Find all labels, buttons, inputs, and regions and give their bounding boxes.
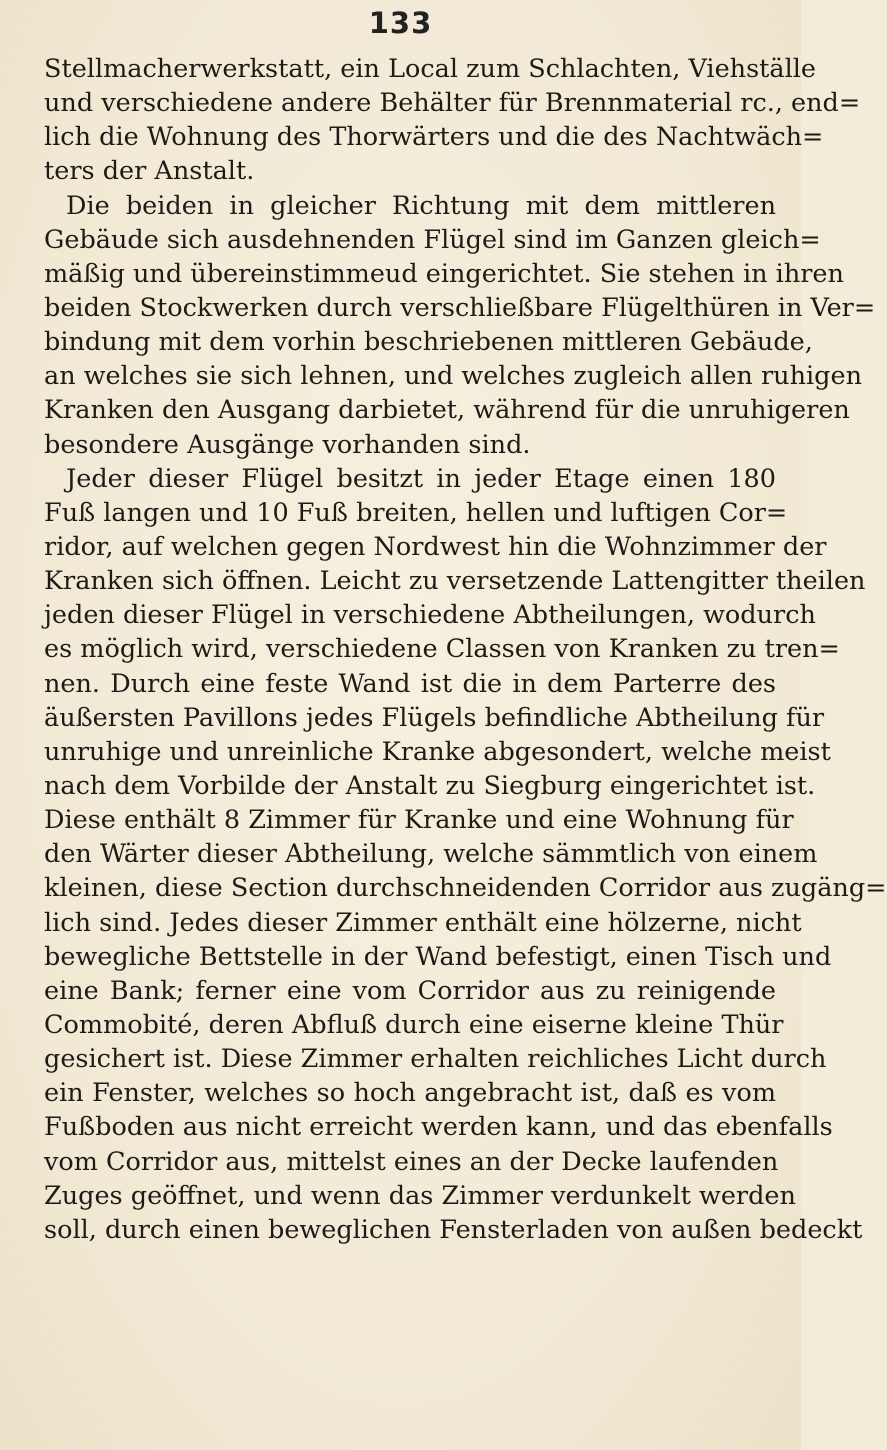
text-line: beiden Stockwerken durch verschließbare Flügelthüren in Ver= bbox=[44, 292, 876, 323]
text-line: nen. Durch eine feste Wand ist die in dem Parterre des bbox=[44, 668, 776, 699]
text-line: Stellmacherwerkstatt, ein Local zum Schlachten, Viehställe bbox=[44, 54, 817, 84]
text-line: Fuß langen und 10 Fuß breiten, hellen und luftigen Cor= bbox=[44, 497, 788, 528]
text-line: ridor, auf welchen gegen Nordwest hin die Wohnzimmer der bbox=[44, 531, 827, 562]
text-line: Fußboden aus nicht erreicht werden kann, und das ebenfalls bbox=[44, 1112, 833, 1143]
text-line: gesichert ist. Diese Zimmer erhalten reichliches Licht durch bbox=[44, 1044, 827, 1075]
text-line: ters der Anstalt. bbox=[44, 156, 255, 187]
text-line: an welches sie sich lehnen, und welches zugleich allen ruhigen bbox=[44, 361, 862, 392]
text-line: soll, durch einen beweglichen Fensterladen von außen bedeckt bbox=[44, 1214, 863, 1245]
text-line: lich die Wohnung des Thorwärters und die des Nachtwäch= bbox=[44, 122, 824, 153]
text-line: Kranken sich öffnen. Leicht zu versetzende Lattengitter theilen bbox=[44, 566, 866, 597]
paragraph-start-line: Die beiden in gleicher Richtung mit dem mittleren bbox=[66, 190, 776, 221]
text-line: Commobité, deren Abfluß durch eine eiserne kleine Thür bbox=[44, 1009, 784, 1040]
text-line: ein Fenster, welches so hoch angebracht ist, daß es vom bbox=[44, 1078, 776, 1109]
text-line: mäßig und übereinstimmeud eingerichtet. Sie stehen in ihren bbox=[44, 258, 844, 289]
text-line: kleinen, diese Section durchschneidenden Corridor aus zugäng= bbox=[44, 873, 887, 904]
text-line: es möglich wird, verschiedene Classen von Kranken zu tren= bbox=[44, 634, 840, 665]
text-line: Diese enthält 8 Zimmer für Kranke und eine Wohnung für bbox=[44, 805, 794, 836]
text-line: besondere Ausgänge vorhanden sind. bbox=[44, 429, 531, 460]
text-line: Zuges geöffnet, und wenn das Zimmer verdunkelt werden bbox=[44, 1180, 796, 1211]
text-line: Gebäude sich ausdehnenden Flügel sind im Ganzen gleich= bbox=[44, 224, 821, 255]
text-line: äußersten Pavillons jedes Flügels befindliche Abtheilung für bbox=[44, 702, 825, 733]
body-text bbox=[44, 52, 887, 1247]
text-line: vom Corridor aus, mittelst eines an der Decke laufenden bbox=[44, 1146, 779, 1177]
text-line: nach dem Vorbilde der Anstalt zu Siegburg eingerichtet ist. bbox=[44, 770, 816, 801]
page-number: 133 bbox=[368, 6, 433, 40]
text-line: eine Bank; ferner eine vom Corridor aus zu reinigende bbox=[44, 975, 776, 1006]
paragraph-start-line: Jeder dieser Flügel besitzt in jeder Etage einen 180 bbox=[66, 463, 776, 494]
text-line: lich sind. Jedes dieser Zimmer enthält eine hölzerne, nicht bbox=[44, 907, 802, 938]
text-line: Kranken den Ausgang darbietet, während für die unruhigeren bbox=[44, 395, 850, 426]
text-line: jeden dieser Flügel in verschiedene Abtheilungen, wodurch bbox=[44, 600, 816, 631]
text-line: und verschiedene andere Behälter für Brennmaterial rc., end= bbox=[44, 88, 861, 119]
text-line: unruhige und unreinliche Kranke abgesondert, welche meist bbox=[44, 736, 831, 767]
text-line: bindung mit dem vorhin beschriebenen mittleren Gebäude, bbox=[44, 327, 813, 358]
text-line: bewegliche Bettstelle in der Wand befestigt, einen Tisch und bbox=[44, 941, 832, 972]
text-line: den Wärter dieser Abtheilung, welche sämmtlich von einem bbox=[44, 839, 818, 870]
